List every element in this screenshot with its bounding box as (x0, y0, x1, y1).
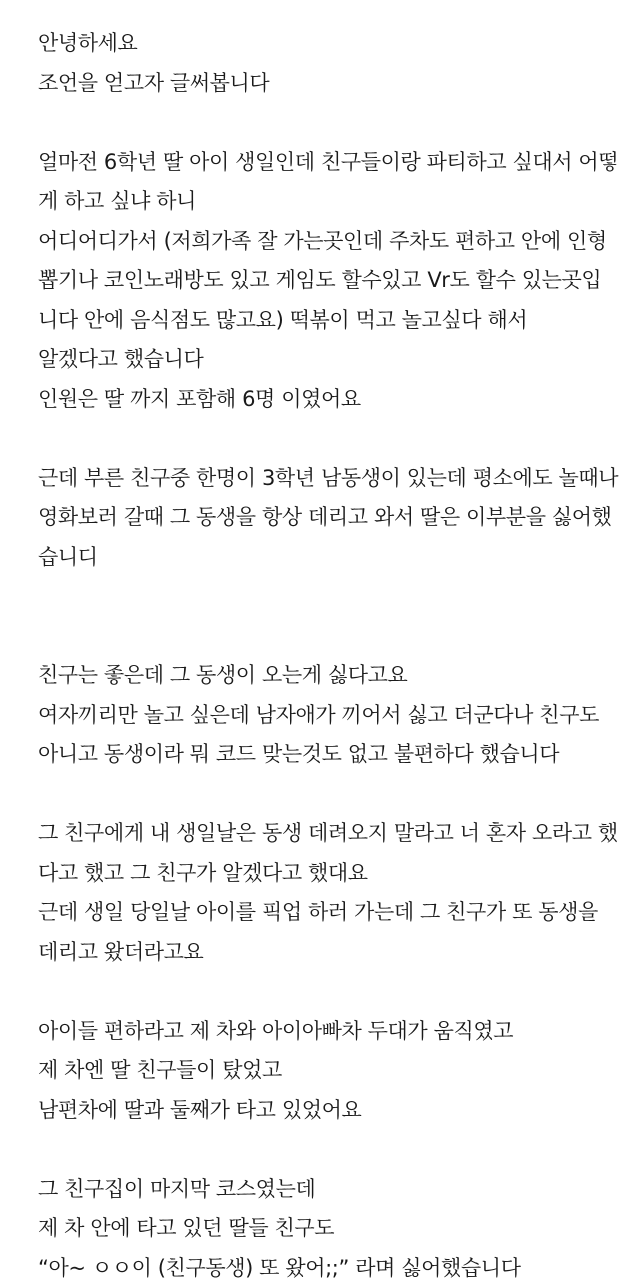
text-line: 어디어디가서 (저희가족 잘 가는곳인데 주차도 편하고 안에 인형 (38, 222, 628, 262)
text-line: 근데 생일 당일날 아이를 픽업 하러 가는데 그 친구가 또 동생을 (38, 893, 628, 933)
text-line: 친구는 좋은데 그 동생이 오는게 싫다고요 (38, 656, 628, 696)
text-line: 알겠다고 했습니다 (38, 340, 628, 380)
text-line: 아니고 동생이라 뭐 코드 맞는것도 없고 불편하다 했습니다 (38, 735, 628, 775)
text-line: 안녕하세요 (38, 24, 628, 64)
text-line: 제 차 안에 타고 있던 딸들 친구도 (38, 1209, 628, 1249)
text-line: 습니디 (38, 538, 628, 578)
text-line: 데리고 왔더라고요 (38, 933, 628, 973)
blank-line (38, 775, 628, 815)
text-line: 근데 부른 친구중 한명이 3학년 남동생이 있는데 평소에도 놀때나 (38, 459, 628, 499)
text-line: 제 차엔 딸 친구들이 탔었고 (38, 1051, 628, 1091)
blank-line (38, 577, 628, 617)
text-line: 그 친구집이 마지막 코스였는데 (38, 1170, 628, 1210)
blank-line (38, 972, 628, 1012)
post-body (38, 24, 628, 1288)
blank-line (38, 103, 628, 143)
text-line: 남편차에 딸과 둘째가 타고 있었어요 (38, 1091, 628, 1131)
text-line: 얼마전 6학년 딸 아이 생일인데 친구들이랑 파티하고 싶대서 어떻 (38, 143, 628, 183)
text-line: “아~ ㅇㅇ이 (친구동생) 또 왔어;;” 라며 싫어했습니다 (38, 1249, 628, 1288)
text-line: 조언을 얻고자 글써봅니다 (38, 64, 628, 104)
text-line: 아이들 편하라고 제 차와 아이아빠차 두대가 움직였고 (38, 1012, 628, 1052)
text-line: 인원은 딸 까지 포함해 6명 이였어요 (38, 380, 628, 420)
text-line: 여자끼리만 놀고 싶은데 남자애가 끼어서 싫고 더군다나 친구도 (38, 696, 628, 736)
text-line: 뽑기나 코인노래방도 있고 게임도 할수있고 Vr도 할수 있는곳입 (38, 261, 628, 301)
text-line: 니다 안에 음식점도 많고요) 떡볶이 먹고 놀고싶다 해서 (38, 301, 628, 341)
blank-line (38, 617, 628, 657)
blank-line (38, 419, 628, 459)
text-line: 게 하고 싶냐 하니 (38, 182, 628, 222)
blank-line (38, 1130, 628, 1170)
text-line: 다고 했고 그 친구가 알겠다고 했대요 (38, 854, 628, 894)
text-line: 영화보러 갈때 그 동생을 항상 데리고 와서 딸은 이부분을 싫어했 (38, 498, 628, 538)
text-line: 그 친구에게 내 생일날은 동생 데려오지 말라고 너 혼자 오라고 했 (38, 814, 628, 854)
